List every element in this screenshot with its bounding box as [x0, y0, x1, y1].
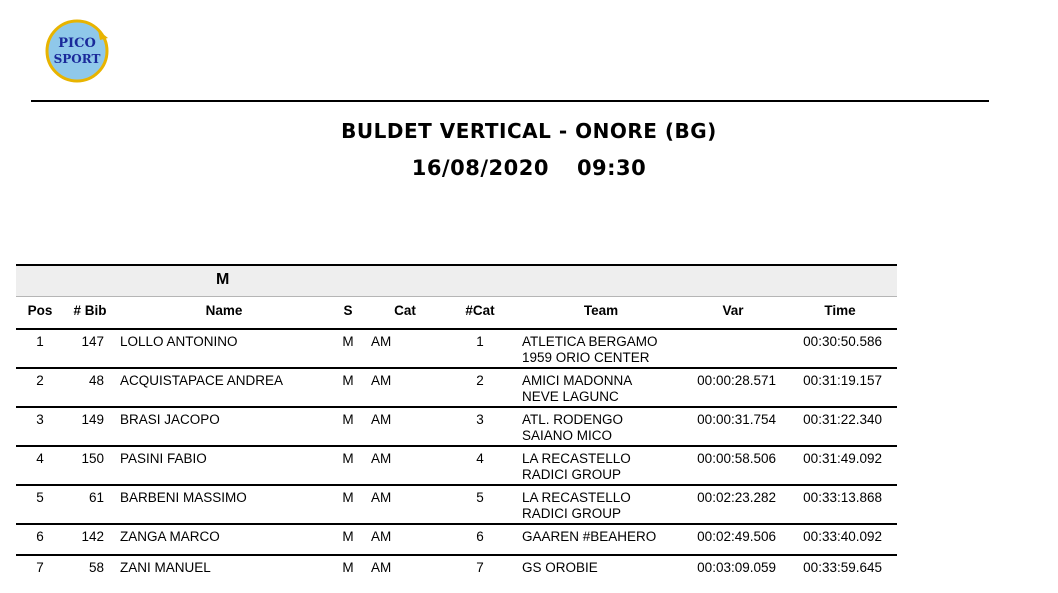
row-bib: 48 — [88, 373, 104, 388]
row-sex: M — [342, 451, 354, 466]
row-cat-rank: 2 — [476, 373, 484, 388]
row-team-line1: ATL. RODENGO — [522, 412, 624, 427]
group-label: M — [216, 271, 230, 288]
col-team: Team — [583, 303, 619, 318]
row-team — [522, 529, 656, 545]
event-title: BULDET VERTICAL - ONORE (BG) — [341, 119, 717, 143]
row-name: ZANI MANUEL — [120, 560, 211, 575]
row-time: 00:33:13.868 — [803, 490, 882, 505]
row-team-line1: GAAREN #BEAHERO — [522, 529, 657, 544]
col-cat-rank: #Cat — [465, 303, 495, 318]
row-cat-rank: 3 — [476, 412, 484, 427]
col-pos: Pos — [27, 303, 53, 318]
row-bib: 149 — [81, 412, 104, 427]
row-team — [522, 490, 631, 522]
row-team-line1: ATLETICA BERGAMO — [522, 334, 658, 349]
logo-text-line1: PICO — [58, 36, 96, 51]
row-sex: M — [342, 412, 354, 427]
table-row — [16, 330, 897, 369]
row-sex: M — [342, 373, 354, 388]
row-bib: 61 — [88, 490, 104, 505]
group-header — [16, 264, 897, 297]
row-team — [522, 560, 598, 576]
row-time: 00:31:49.092 — [803, 451, 882, 466]
row-cat: AM — [371, 560, 392, 575]
row-name: BRASI JACOPO — [120, 412, 220, 427]
col-sex: S — [343, 303, 353, 318]
row-bib: 142 — [81, 529, 104, 544]
row-bib: 58 — [88, 560, 104, 575]
row-cat-rank: 5 — [476, 490, 484, 505]
row-team-line2: 1959 ORIO CENTER — [522, 350, 650, 365]
results-table — [16, 264, 897, 593]
table-row — [16, 556, 897, 593]
table-row — [16, 408, 897, 447]
row-time: 00:30:50.586 — [803, 334, 882, 349]
row-var: 00:03:09.059 — [697, 560, 776, 575]
row-cat: AM — [371, 490, 392, 505]
row-team — [522, 334, 658, 366]
row-var: 00:00:58.506 — [697, 451, 776, 466]
row-pos: 2 — [36, 373, 44, 388]
col-time: Time — [824, 303, 856, 318]
table-row — [16, 447, 897, 486]
row-time: 00:31:19.157 — [803, 373, 882, 388]
row-pos: 6 — [36, 529, 44, 544]
row-cat: AM — [371, 412, 392, 427]
row-team — [522, 412, 623, 444]
logo-text-line2: SPORT — [53, 52, 101, 66]
event-datetime — [0, 156, 1058, 180]
row-time: 00:33:40.092 — [803, 529, 882, 544]
col-cat: Cat — [394, 303, 416, 318]
row-team-line1: AMICI MADONNA — [522, 373, 633, 388]
row-pos: 7 — [36, 560, 44, 575]
event-time: 09:30 — [576, 156, 647, 180]
row-pos: 1 — [36, 334, 44, 349]
row-team — [522, 373, 632, 405]
row-team-line2: RADICI GROUP — [522, 467, 622, 482]
row-bib: 150 — [81, 451, 104, 466]
row-var: 00:02:23.282 — [697, 490, 776, 505]
col-name: Name — [205, 303, 243, 318]
row-cat: AM — [371, 529, 392, 544]
row-var: 00:00:31.754 — [697, 412, 776, 427]
row-name: LOLLO ANTONINO — [120, 334, 238, 349]
row-name: BARBENI MASSIMO — [120, 490, 247, 505]
row-sex: M — [342, 529, 354, 544]
row-var: 00:00:28.571 — [697, 373, 776, 388]
table-row — [16, 369, 897, 408]
table-row — [16, 486, 897, 525]
event-date: 16/08/2020 — [411, 156, 549, 180]
row-cat: AM — [371, 451, 392, 466]
row-team-line1: GS OROBIE — [522, 560, 598, 575]
row-team — [522, 451, 631, 483]
row-team-line1: LA RECASTELLO — [522, 490, 631, 505]
pico-sport-logo — [44, 18, 110, 84]
row-sex: M — [342, 490, 354, 505]
row-time: 00:31:22.340 — [803, 412, 882, 427]
row-pos: 5 — [36, 490, 44, 505]
row-name: PASINI FABIO — [120, 451, 207, 466]
row-cat-rank: 7 — [476, 560, 484, 575]
row-var: 00:02:49.506 — [697, 529, 776, 544]
row-cat: AM — [371, 373, 392, 388]
header-divider — [31, 100, 989, 102]
row-pos: 3 — [36, 412, 44, 427]
table-row — [16, 525, 897, 556]
row-name: ACQUISTAPACE ANDREA — [120, 373, 284, 388]
row-cat-rank: 4 — [476, 451, 484, 466]
column-headers — [16, 297, 897, 330]
row-team-line1: LA RECASTELLO — [522, 451, 631, 466]
row-time: 00:33:59.645 — [803, 560, 882, 575]
row-cat-rank: 6 — [476, 529, 484, 544]
row-pos: 4 — [36, 451, 44, 466]
row-team-line2: RADICI GROUP — [522, 506, 622, 521]
row-team-line2: NEVE LAGUNC — [522, 389, 619, 404]
row-sex: M — [342, 334, 354, 349]
col-var: Var — [722, 303, 744, 318]
row-name: ZANGA MARCO — [120, 529, 220, 544]
col-bib: # Bib — [73, 303, 107, 318]
row-sex: M — [342, 560, 354, 575]
row-bib: 147 — [81, 334, 104, 349]
row-team-line2: SAIANO MICO — [522, 428, 613, 443]
row-cat: AM — [371, 334, 392, 349]
row-cat-rank: 1 — [476, 334, 484, 349]
logo-graphic — [44, 18, 110, 84]
